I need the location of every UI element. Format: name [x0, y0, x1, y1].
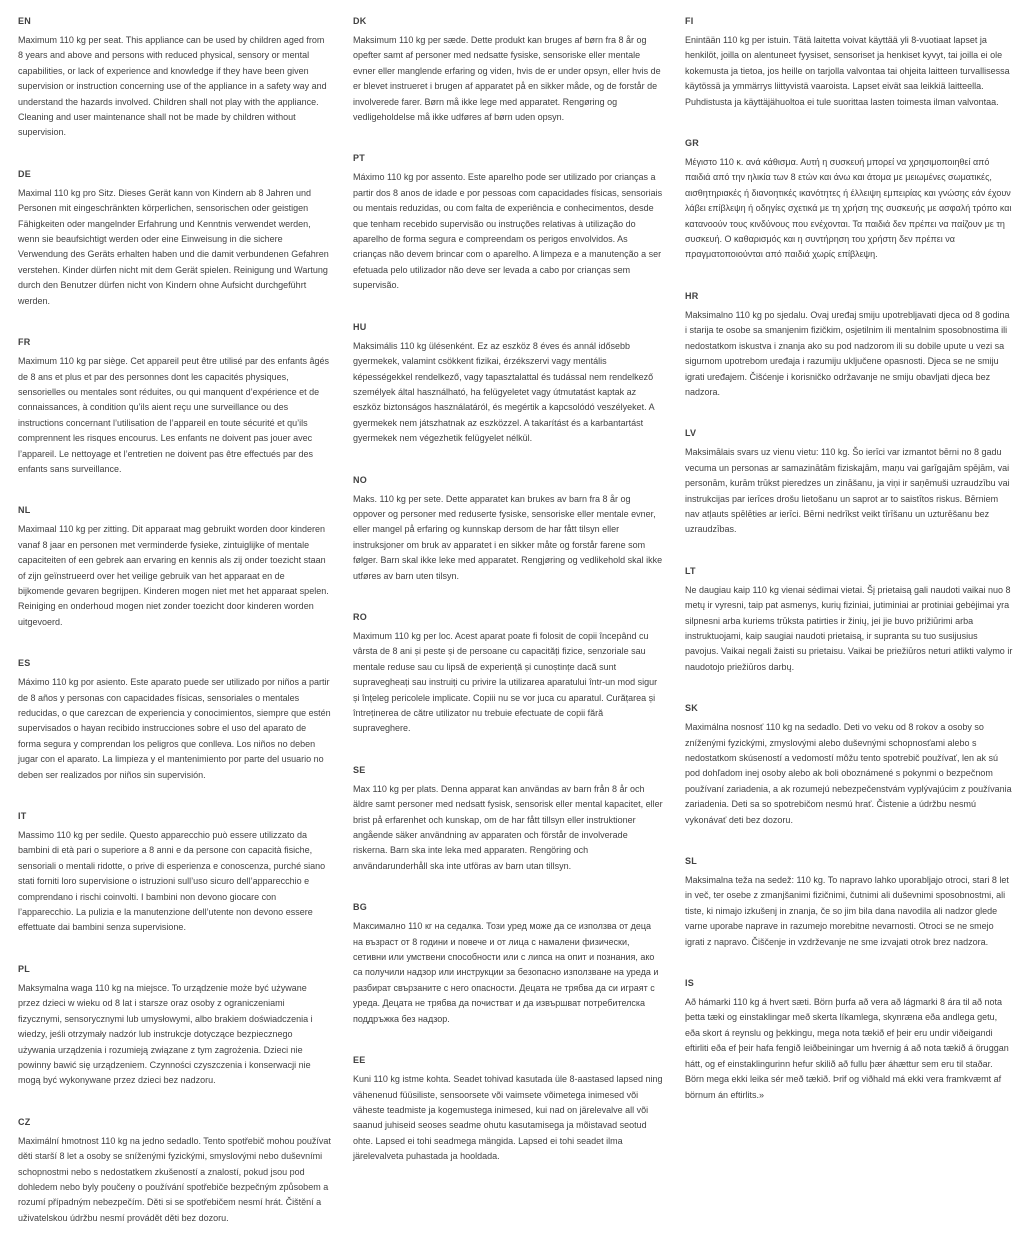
- safety-instructions-text: Maks. 110 kg per sete. Dette apparatet kan brukes av barn fra 8 år og oppover og personer med reduserte fysiske, sensoriske eller mentale evner, eller mangel på erfaring og kunnskap dersom de har fått tilsyn eller instruksjoner om bruk av apparatet i en sikker måte og forstår farene som følger. Barn skal ikke leke med apparatet. Rengjøring og vedlikehold skal ikke utføres av barn uten tilsyn.: [353, 493, 663, 581]
- language-code-label: RO: [353, 611, 367, 622]
- language-code-label: ES: [18, 658, 31, 669]
- safety-instructions-text: Maksimālais svars uz vienu vietu: 110 kg. Šo ierīci var izmantot bērni no 8 gadu vecuma un personas ar samazinātām fiziskajām, maņu vai garīgajām spējām, vai personām, kurām trūkst pieredzes un zināšanu, ja viņi ir saņēmuši uzraudzību vai instrukcijas par ierīces drošu lietošanu un saprot ar to saistītos riskus. Bērniem nav atļauts spēlēties ar ierīci. Bērni nedrīkst veikt tīrīšanu un uzturēšanu bez uzraudzības.: [685, 447, 1010, 535]
- safety-instructions-text: Maximum 110 kg per loc. Acest aparat poate fi folosit de copii începând cu vârsta de 8 ani și peste și de persoane cu capacități fizice, senzoriale sau mentale reduse sau cu lipsă de experiență și cunoștințe dacă sunt supravegheați sau instruiți cu privire la utilizarea aparatului într-un mod sigur și înțeleg pericolele implicate. Copiii nu se vor juca cu aparatul. Curățarea și întreținerea de către utilizator nu trebuie efectuate de copii fără supraveghere.: [353, 630, 658, 734]
- safety-instructions-text: Maximum 110 kg par siège. Cet appareil peut être utilisé par des enfants âgés de 8 ans et plus et par des personnes dont les capacités physiques, sensorielles ou mentales sont réduites, ou qui manquent d’expérience et de connaissances, à condition qu’ils aient reçu une surveillance ou des instructions concernant l’utilisation de l’appareil en toute sécurité et qu’ils comprennent les risques encourus. Les enfants ne doivent pas jouer avec l’appareil. Le nettoyage et l’entretien ne doivent pas être effectués par des enfants sans surveillance.: [18, 356, 330, 474]
- language-section-es: [18, 658, 331, 783]
- column-2: [353, 16, 663, 1193]
- language-code-label: IS: [685, 978, 694, 989]
- language-section-fr: [18, 337, 331, 477]
- language-code-label: CZ: [18, 1116, 31, 1127]
- column-3: [685, 16, 1013, 1131]
- language-code-label: SK: [685, 703, 698, 714]
- safety-instructions-text: Maximum 110 kg per seat. This appliance can be used by children aged from 8 years and above and persons with reduced physical, sensory or mental capabilities, or lack of experience and knowledge if they have been given supervision or instruction concerning use of the appliance in a safety way and understand the hazards involved. Children shall not play with the appliance. Cleaning and user maintenance shall not be made by children without supervision.: [18, 35, 327, 138]
- language-section-gr: [685, 138, 1013, 263]
- safety-instructions-text: Μέγιστο 110 κ. ανά κάθισμα. Αυτή η συσκευή μπορεί να χρησιμοποιηθεί από παιδιά από την ηλικία των 8 ετών και άνω και άτομα με μειωμένες σωματικές, αισθητηριακές ή διανοητικές ικανότητες ή έλλειψη εμπειρίας και γνώσης εάν έχουν λάβει επίβλεψη ή οδηγίες σχετικά με τη χρήση της συσκευής με ασφαλή τρόπο και κατανοούν τους κινδύνους που ενέχονται. Τα παιδιά δεν πρέπει να παίζουν με τη συσκευή. Ο καθαρισμός και η συντήρηση του χρήστη δεν πρέπει να πραγματοποιούνται από παιδιά χωρίς επίβλεψη.: [685, 157, 1012, 260]
- language-code-label: IT: [18, 811, 27, 822]
- language-code-label: FR: [18, 337, 31, 348]
- language-section-is: [685, 978, 1013, 1103]
- safety-instructions-text: Ne daugiau kaip 110 kg vienai sėdimai vietai. Šį prietaisą gali naudoti vaikai nuo 8 metų ir vyresni, taip pat asmenys, kurių fiziniai, jutiminiai ar protiniai gebėjimai yra silpnesni arba kuriems trūksta patirties ir žinių, jei jie buvo prižiūrimi arba instruktuojami, kaip saugiai naudoti prietaisą, ir supranta su tuo susijusius pavojus. Vaikai negali žaisti su prietaisu. Vaikai be priežiūros neturi atlikti valymo ir naudotojo priežiūros darbų.: [685, 584, 1013, 672]
- language-code-label: HR: [685, 290, 699, 301]
- safety-instructions-text: Maximálna nosnosť 110 kg na sedadlo. Deti vo veku od 8 rokov a osoby so zníženými fyzickými, zmyslovými alebo duševnými schopnosťami alebo s nedostatkom skúseností a vedomostí môžu tento spotrebič používať, len ak sú pod dohľadom inej osoby alebo ak boli oboznámené s pokynmi o bezpečnom používaní zariadenia, a ak rozumejú nebezpečenstvám vyplývajúcim z používania zariadenia. Deti sa so spotrebičom nesmú hrať. Čistenie a údržbu nesmú vykonávať deti bez dozoru.: [685, 722, 1012, 825]
- safety-instructions-text: Kuni 110 kg istme kohta. Seadet tohivad kasutada üle 8-aastased lapsed ning vähenenud füüsiliste, sensoorsete või vaimsete võimetega inimesed või väheste teadmiste ja kogemustega inimesed, kui nad on järelevalve all või saanud juhiseid seoses seadme ohutu kasutamisega ja mõistavad seotud ohte. Lapsed ei tohi seadmega mängida. Lapsed ei tohi seadet ilma järelevalveta puhastada ja hooldada.: [353, 1074, 663, 1162]
- language-section-hr: [685, 291, 1013, 400]
- safety-instructions-text: Max 110 kg per plats. Denna apparat kan användas av barn från 8 år och äldre samt personer med nedsatt fysisk, sensorisk eller mental kapacitet, eller brist på erfarenhet och kunskap, om de har fått tillsyn eller instruktioner angående säker användning av apparaten och förstår de involverade riskerna. Barn ska inte leka med apparaten. Rengöring och användarunderhåll ska inte utföras av barn utan tillsyn.: [353, 783, 663, 871]
- language-section-se: [353, 765, 663, 874]
- language-code-label: DE: [18, 168, 31, 179]
- language-code-label: FI: [685, 16, 694, 26]
- language-section-en: [18, 16, 331, 141]
- safety-instructions-text: Maximaal 110 kg per zitting. Dit apparaat mag gebruikt worden door kinderen vanaf 8 jaar en personen met verminderde fysieke, zintuiglijke of mentale capaciteiten of een gebrek aan ervaring en kennis als zij onder toezicht staan of zijn geïnstrueerd over het veilige gebruik van het apparaat en de bijkomende gevaren begrijpen. Kinderen mogen niet met het apparaat spelen. Reiniging en onderhoud mogen niet zonder toezicht door kinderen worden uitgevoerd.: [18, 524, 329, 627]
- language-section-hu: [353, 322, 663, 447]
- language-section-it: [18, 811, 331, 936]
- language-section-nl: [18, 505, 331, 630]
- safety-instructions-text: Maximální hmotnost 110 kg na jedno sedadlo. Tento spotřebič mohou používat děti starší 8 let a osoby se sníženými fyzickými, smyslovými nebo duševními schopnostmi nebo s nedostatkem zkušeností a znalostí, pokud jsou pod dohledem nebo byly poučeny o používání spotřebiče bezpečným způsobem a rozumí případným nebezpečím. Děti si se spotřebičem nesmí hrát. Čištění a uživatelskou údržbu nesmí provádět děti bez dozoru.: [18, 1135, 331, 1223]
- language-code-label: SL: [685, 856, 697, 867]
- safety-instructions-text: Максимално 110 кг на седалка. Този уред може да се използва от деца на възраст от 8 години и повече и от лица с намалени физически, сетивни или умствени способности или с липса на опит и познания, ако са получили надзор или инструкции за безопасно използване на уреда и разбират свързаните с него опасности. Децата не трябва да си играят с уреда. Децата не трябва да почистват и да извършват потребителска поддръжка без надзор.: [353, 921, 659, 1024]
- language-section-dk: [353, 16, 663, 125]
- language-section-ee: [353, 1055, 663, 1164]
- language-code-label: BG: [353, 902, 367, 913]
- language-code-label: PT: [353, 153, 365, 164]
- language-section-sk: [685, 703, 1013, 828]
- language-code-label: NO: [353, 474, 367, 485]
- language-section-de: [18, 169, 331, 309]
- language-code-label: EE: [353, 1055, 366, 1066]
- language-section-pl: [18, 964, 331, 1089]
- language-section-lv: [685, 428, 1013, 537]
- language-code-label: GR: [685, 138, 699, 149]
- safety-instructions-text: Maksimális 110 kg ülésenként. Ez az eszköz 8 éves és annál idősebb gyermekek, valamint csökkent fizikai, érzékszervi vagy mentális képességekkel rendelkező, vagy tapasztalattal és tudással nem rendelkező személyek által használható, ha felügyeletet vagy útmutatást kaptak az eszköz biztonságos használatáról, és megértik a kapcsolódó veszélyeket. A gyermekek nem játszhatnak az eszközzel. A takarítást és a karbantartást gyermekek nem végezhetik felügyelet nélkül.: [353, 340, 655, 444]
- language-code-label: SE: [353, 764, 366, 775]
- language-code-label: DK: [353, 16, 367, 26]
- language-section-lt: [685, 566, 1013, 675]
- language-section-pt: [353, 153, 663, 293]
- language-section-no: [353, 475, 663, 584]
- safety-instructions-text: Maksimum 110 kg per sæde. Dette produkt kan bruges af børn fra 8 år og opefter samt af personer med nedsatte fysiske, sensoriske eller mentale evner eller manglende erfaring og viden, hvis de er under opsyn, eller hvis de er blevet instrueret i brugen af apparatet på en sikker måde, og de forstår de involverede farer. Børn må ikke lege med apparatet. Rengøring og vedligeholdelse må ikke udføres af børn uden opsyn.: [353, 35, 661, 123]
- language-section-ro: [353, 612, 663, 737]
- language-section-bg: [353, 902, 663, 1027]
- language-code-label: NL: [18, 505, 31, 516]
- column-1: [18, 16, 331, 1254]
- safety-instructions-text: Enintään 110 kg per istuin. Tätä laitetta voivat käyttää yli 8-vuotiaat lapset ja henkilöt, joilla on alentuneet fyysiset, sensoriset ja henkiset kyvyt, tai joilla ei ole kokemusta ja tietoa, jos heille on tarjolla valvontaa tai ohjeita laitteen turvallisessa käytössä ja ymmärrys liittyvistä vaaroista. Lapset eivät saa leikkiä laitteella. Puhdistusta ja käyttäjähuoltoa ei tule suorittaa lasten toimesta ilman valvontaa.: [685, 35, 1010, 107]
- safety-instructions-text: Máximo 110 kg por asiento. Este aparato puede ser utilizado por niños a partir de 8 años y personas con capacidades físicas, sensoriales o mentales reducidas, o que carezcan de experiencia y conocimientos, siempre que estén supervisados o hayan recibido instrucciones sobre el uso del aparato de forma segura y comprendan los peligros que conlleva. Los niños no deben jugar con el aparato. La limpieza y el mantenimiento por parte del usuario no deben ser realizados por niños sin supervisión.: [18, 677, 331, 780]
- language-code-label: HU: [353, 321, 367, 332]
- safety-instructions-text: Maksimalno 110 kg po sjedalu. Ovaj uređaj smiju upotrebljavati djeca od 8 godina i starija te osobe sa smanjenim fizičkim, osjetilnim ili mentalnim sposobnostima ili nedostatkom iskustva i znanja ako su pod nadzorom ili su dobile upute u vezi sa sigurnom upotrebom uređaja i razumiju uključene opasnosti. Djeca se ne smiju igrati uređajem. Čišćenje i korisničko održavanje ne smiju obavljati djeca bez nadzora.: [685, 309, 1010, 397]
- language-code-label: LT: [685, 565, 696, 576]
- safety-instructions-text: Að hámarki 110 kg á hvert sæti. Börn þurfa að vera að lágmarki 8 ára til að nota þetta tæki og einstaklingar með skerta líkamlega, skynræna eða andlega getu, eða skort á reynslu og þekkingu, mega nota tækið ef þeir eru undir viðeigandi eftirliti eða ef þeir hafa fengið leiðbeiningar um hvernig á að nota tækið á öruggan hátt, og ef einstaklingurinn hefur skilið að fullu þær áhættur sem eru til staðar. Börn mega ekki leika sér með tækið. Þrif og viðhald má ekki vera framkvæmt af börnum án eftirlits.»: [685, 997, 1009, 1100]
- safety-instructions-text: Maksymalna waga 110 kg na miejsce. To urządzenie może być używane przez dzieci w wieku od 8 lat i starsze oraz osoby z ograniczeniami fizycznymi, sensorycznymi lub umysłowymi, albo brakiem doświadczenia i wiedzy, jeśli otrzymały nadzór lub instrukcje dotyczące bezpiecznego używania urządzenia i rozumieją związane z tym zagrożenia. Dzieci nie powinny bawić się urządzeniem. Czynności czyszczenia i konserwacji nie mogą być wykonywane przez dzieci bez nadzoru.: [18, 982, 313, 1086]
- language-code-label: PL: [18, 963, 30, 974]
- safety-instructions-text: Massimo 110 kg per sedile. Questo apparecchio può essere utilizzato da bambini di età pari o superiore a 8 anni e da persone con capacità fisiche, sensoriali o mentali ridotte, o prive di esperienza e conoscenza, purché siano stati forniti loro supervisione o istruzioni sull’uso sicuro dell’apparecchio e comprendano i rischi coinvolti. I bambini non devono giocare con l’apparecchio. La pulizia e la manutenzione dell’utente non devono essere effettuate dai bambini senza supervisione.: [18, 830, 326, 933]
- language-section-cz: [18, 1117, 331, 1226]
- language-section-fi: [685, 16, 1013, 110]
- safety-instructions-text: Máximo 110 kg por assento. Este aparelho pode ser utilizado por crianças a partir dos 8 anos de idade e por pessoas com capacidades físicas, sensoriais ou mentais reduzidas, ou com falta de experiência e conhecimentos, desde que tenham recebido supervisão ou instruções relativas à utilização do aparelho de forma segura e compreendam os perigos envolvidos. As crianças não devem brincar com o aparelho. A limpeza e a manutenção a ser efetuada pelo utilizador não deve ser levada a cabo por crianças sem supervisão.: [353, 172, 663, 291]
- language-code-label: EN: [18, 16, 31, 26]
- safety-instructions-text: Maksimalna teža na sedež: 110 kg. To napravo lahko uporabljajo otroci, stari 8 let in več, ter osebe z zmanjšanimi fizičnimi, čutnimi ali duševnimi sposobnostmi, ali tiste, ki nimajo izkušenj in znanja, če so jim bila dana navodila ali nadzor glede varne uporabe naprave in razumejo morebitne nevarnosti. Otroci se ne smejo igrati z napravo. Čiščenje in vzdrževanje ne sme izvajati otrok brez nadzora.: [685, 875, 1009, 947]
- language-section-sl: [685, 856, 1013, 950]
- safety-instructions-text: Maximal 110 kg pro Sitz. Dieses Gerät kann von Kindern ab 8 Jahren und Personen mit eingeschränkten körperlichen, sensorischen oder geistigen Fähigkeiten oder mangelnder Erfahrung und Kenntnis verwendet werden, wenn sie beaufsichtigt werden oder eine Einweisung in die sichere Verwendung des Geräts erhalten haben und die damit verbundenen Gefahren verstehen. Kinder dürfen nicht mit dem Gerät spielen. Reinigung und Wartung durch den Benutzer dürfen nicht von Kindern ohne Aufsicht durchgeführt werden.: [18, 187, 329, 306]
- language-code-label: LV: [685, 428, 697, 439]
